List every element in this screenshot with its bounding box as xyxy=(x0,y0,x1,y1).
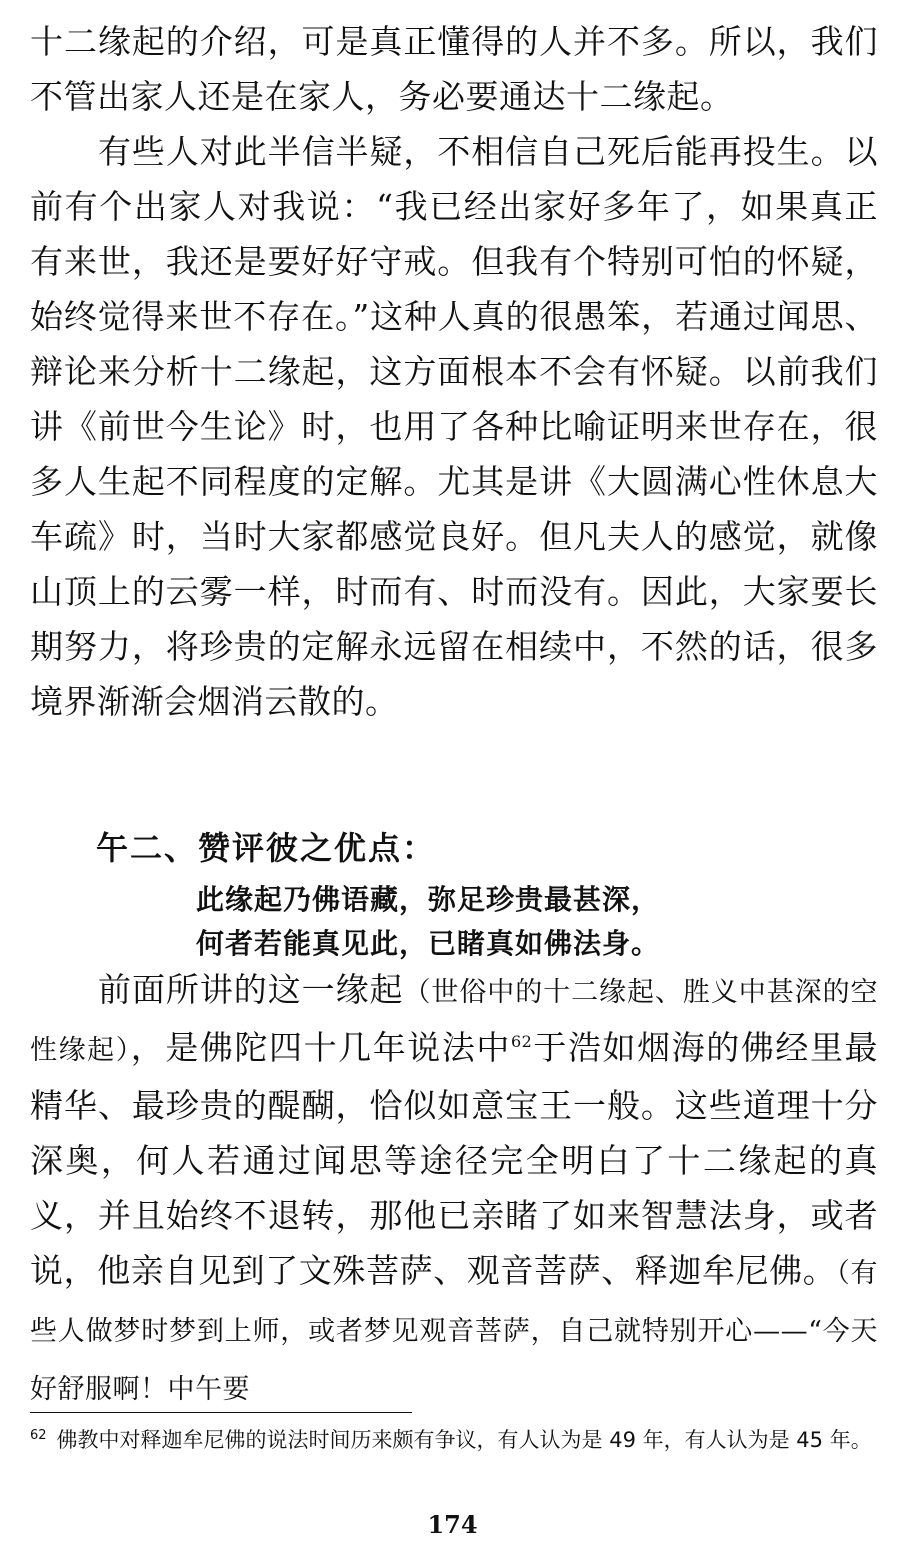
verse-line-2: 何者若能真见此，已睹真如佛法身。 xyxy=(196,927,661,960)
page-number: 174 xyxy=(427,1510,478,1539)
footnote-text: 佛教中对释迦牟尼佛的说法时间历来颇有争议，有人认为是 49 年，有人认为是 45 年。 xyxy=(56,1428,872,1452)
commentary-part-3: 于浩如烟海的佛经里最精华、最珍贵的醍醐，恰似如意宝王一般。这些道理十分深奥，何人若通过闻思等途径完全明白了十二缘起的真义，并且始终不退转，那他已亲睹了如来智慧法身，或者说，他亲自见到了文殊菩萨、观音菩萨、释迦牟尼佛。 xyxy=(30,1028,879,1290)
body-text-top xyxy=(30,14,878,729)
body-text-bottom xyxy=(30,962,878,1417)
paragraph-doubt: 有些人对此半信半疑，不相信自己死后能再投生。以前有个出家人对我说：“我已经出家好多年了，如果真正有来世，我还是要好好守戒。但我有个特别可怕的怀疑，始终觉得来世不存在。”这种人真的很愚笨，若通过闻思、辩论来分析十二缘起，这方面根本不会有怀疑。以前我们讲《前世今生论》时，也用了各种比喻证明来世存在，很多人生起不同程度的定解。尤其是讲《大圆满心性休息大车疏》时，当时大家都感觉良好。但凡夫人的感觉，就像山顶上的云雾一样，时而有、时而没有。因此，大家要长期努力，将珍贵的定解永远留在相续中，不然的话，很多境界渐渐会烟消云散的。 xyxy=(30,132,878,721)
verse-line-1: 此缘起乃佛语藏，弥足珍贵最甚深， xyxy=(196,883,661,916)
section-heading: 午二、赞评彼之优点： xyxy=(96,829,437,867)
paragraph-continued: 十二缘起的介绍，可是真正懂得的人并不多。所以，我们不管出家人还是在家人，务必要通达十二缘起。 xyxy=(30,22,878,116)
paragraph-commentary xyxy=(30,962,878,1417)
commentary-part-1: 前面所讲的这一缘起 xyxy=(98,970,404,1009)
footnote-number: 62 xyxy=(30,1428,47,1443)
commentary-parenthetical: （世俗中的十二缘起、胜义中甚深的空性缘起） xyxy=(30,977,879,1066)
footnote-divider xyxy=(30,1412,412,1413)
commentary-aside: （有些人做梦时梦到上师，或者梦见观音菩萨，自己就特别开心——“今天好舒服啊！中午要 xyxy=(30,1258,879,1405)
commentary-part-2: ，是佛陀四十几年说法中 xyxy=(130,1028,511,1067)
footnote-reference[interactable]: 62 xyxy=(511,1032,533,1051)
footnote xyxy=(30,1425,876,1456)
